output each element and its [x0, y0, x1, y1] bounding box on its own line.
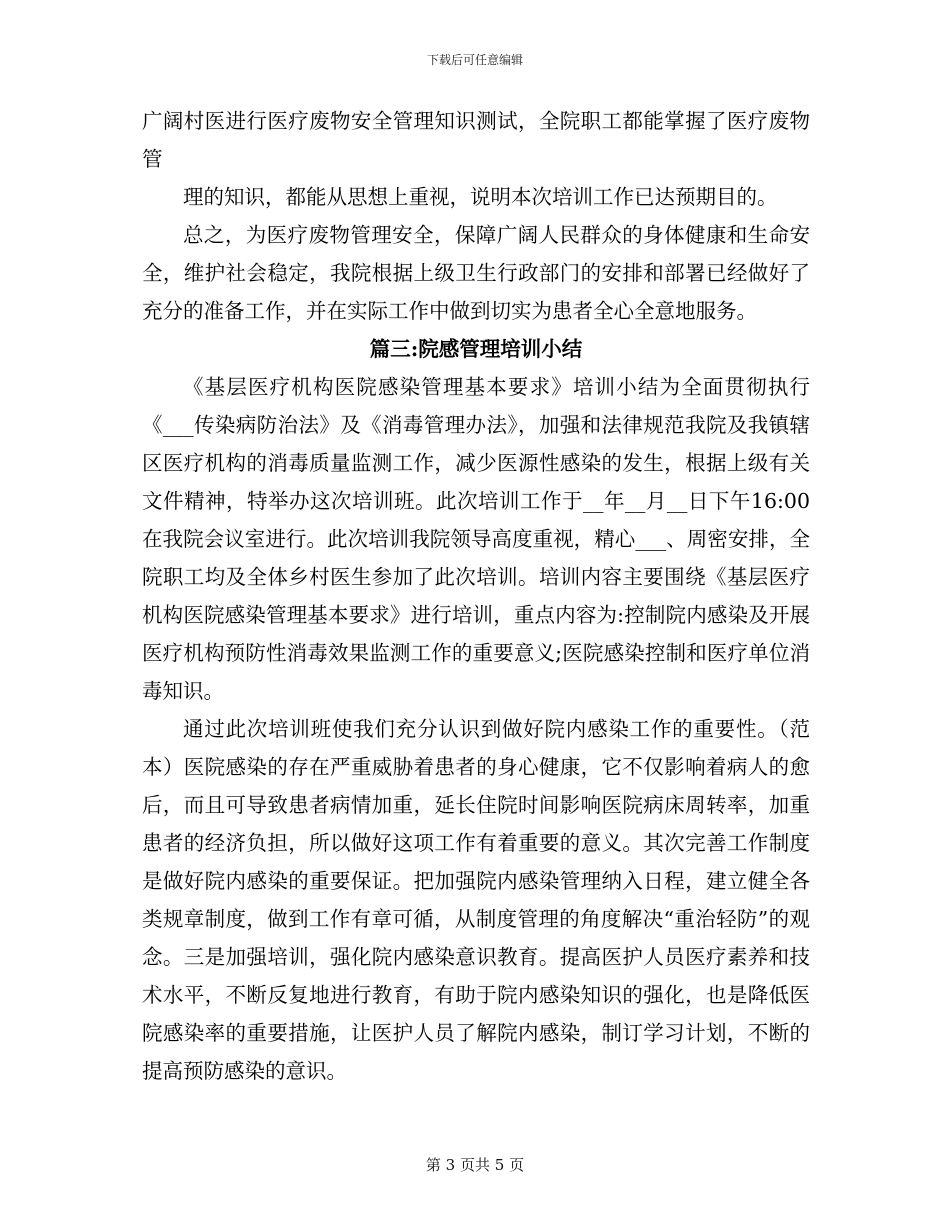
- section-heading: 篇三:院感管理培训小结: [369, 337, 583, 361]
- paragraph-training-conclusion: 通过此次培训班使我们充分认识到做好院内感染工作的重要性。（范本）医院感染的存在严重威胁着患者的身心健康，它不仅影响着病人的愈后，而且可导致患者病情加重，延长住院时间影响医院病床周转率，加重患者的经济负担，所以做好这项工作有着重要的意义。其次完善工作制度是做好院内感染的重要保证。把加强院内感染管理纳入日程，建立健全各类规章制度，做到工作有章可循，从制度管理的角度解决“重治轻防”的观念。三是加强培训，强化院内感染意识教育。提高医护人员医疗素养和技术水平，不断反复地进行教育，有助于院内感染知识的强化，也是降低医院感染率的重要措施，让医护人员了解院内感染，制订学习计划，不断的提高预防感染的意识。: [142, 717, 810, 1083]
- page-number: 第 3 页共 5 页: [425, 1156, 525, 1174]
- document-body: [142, 102, 810, 1090]
- paragraph-summary: 总之，为医疗废物管理安全，保障广阔人民群众的身体健康和生命安全，维护社会稳定，我院根据上级卫生行政部门的安排和部署已经做好了充分的准备工作，并在实际工作中做到切实为患者全心全意地服务。: [142, 223, 810, 323]
- paragraph-continuation: 广阔村医进行医疗废物安全管理知识测试，全院职工都能掌握了医疗废物管: [142, 109, 810, 171]
- paragraph: 理的知识，都能从思想上重视，说明本次培训工作已达预期目的。: [183, 185, 778, 209]
- page-header: 下载后可任意编辑: [426, 53, 523, 67]
- paragraph-training-intro: 《基层医疗机构医院感染管理基本要求》培训小结为全面贯彻执行《___传染病防治法》及《消毒管理办法》，加强和法律规范我院及我镇辖区医疗机构的消毒质量监测工作，减少医源性感染的发生，根据上级有关文件精神，特举办这次培训班。此次培训工作于__年__月__日下午16:00在我院会议室进行。此次培训我院领导高度重视，精心___、周密安排，全院职工均及全体乡村医生参加了此次培训。培训内容主要围绕《基层医疗机构医院感染管理基本要求》进行培训，重点内容为:控制院内感染及开展医疗机构预防性消毒效果监测工作的重要意义;医院感染控制和医疗单位消毒知识。: [142, 375, 810, 703]
